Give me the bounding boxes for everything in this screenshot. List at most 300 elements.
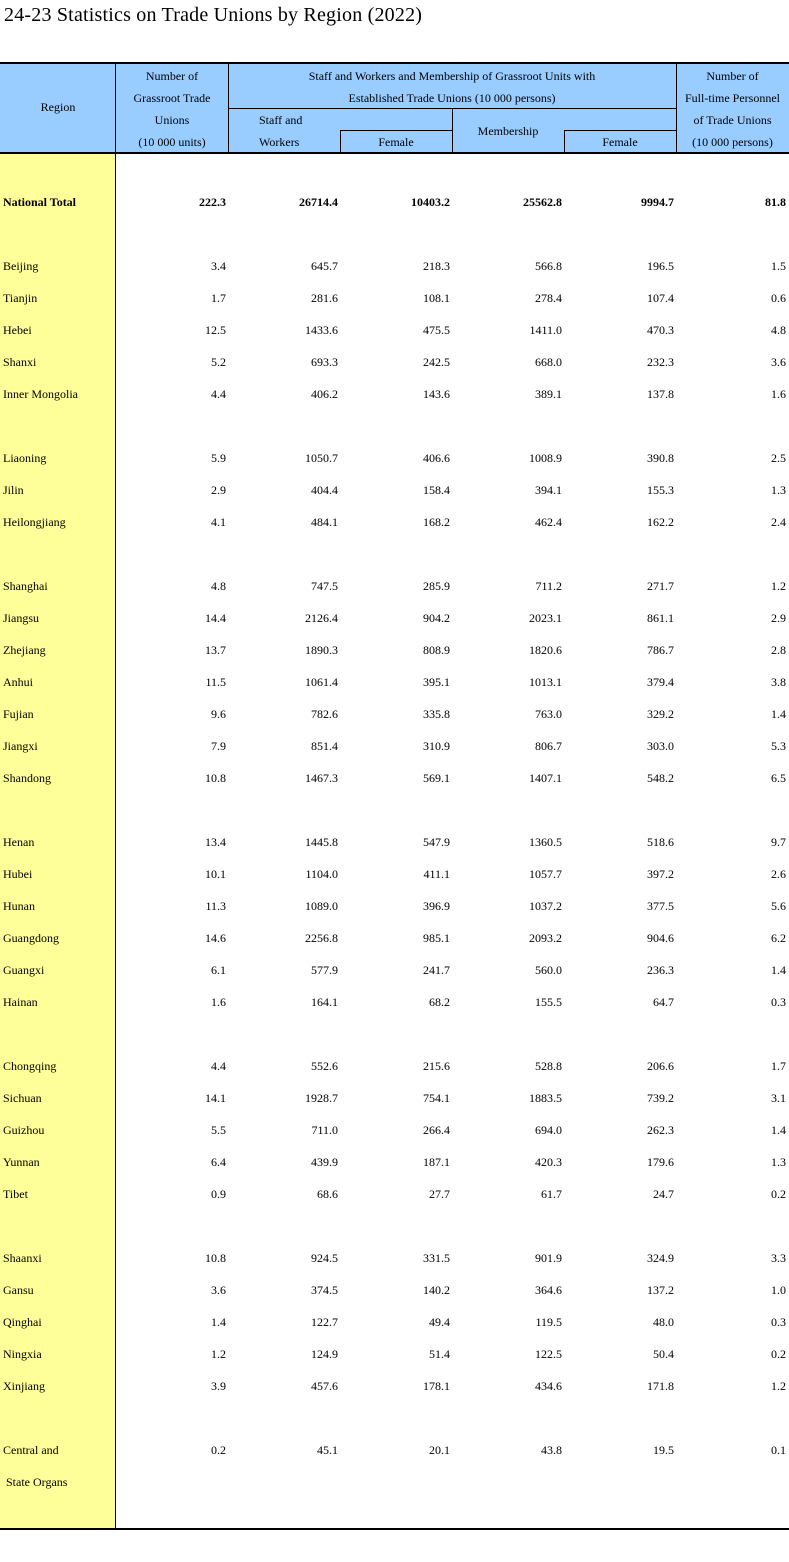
value-unions: 6.4 xyxy=(211,1155,226,1169)
value-fulltime-personnel: 2.6 xyxy=(771,867,786,881)
value-fulltime-personnel: 1.2 xyxy=(771,1379,786,1393)
table-row xyxy=(0,602,789,634)
region-name: Hainan xyxy=(3,995,38,1009)
value-membership-female: 786.7 xyxy=(647,643,674,657)
value-unions: 13.7 xyxy=(205,643,226,657)
rule-header-bottom xyxy=(0,152,789,154)
value-staff-workers: 851.4 xyxy=(311,739,338,753)
value-staff-workers: 693.3 xyxy=(311,355,338,369)
region-name: Ningxia xyxy=(3,1347,42,1361)
value-staff-workers: 1890.3 xyxy=(305,643,338,657)
table-row xyxy=(0,474,789,506)
value-fulltime-personnel: 9.7 xyxy=(771,835,786,849)
value-fulltime-personnel: 1.4 xyxy=(771,1123,786,1137)
value-fulltime-personnel: 0.2 xyxy=(771,1187,786,1201)
value-membership: 694.0 xyxy=(535,1123,562,1137)
rule-top xyxy=(0,62,789,64)
value-fulltime-personnel: 5.3 xyxy=(771,739,786,753)
value-staff-female: 475.5 xyxy=(423,323,450,337)
value-staff-workers: 711.0 xyxy=(311,1123,338,1137)
value-membership: 2093.2 xyxy=(529,931,562,945)
region-name: Zhejiang xyxy=(3,643,46,657)
value-staff-workers: 2126.4 xyxy=(305,611,338,625)
value-unions: 5.5 xyxy=(211,1123,226,1137)
value-membership: 1037.2 xyxy=(529,899,562,913)
value-staff-female: 140.2 xyxy=(423,1283,450,1297)
rule-col4 xyxy=(564,130,565,153)
header-col6-line3: of Trade Unions xyxy=(693,113,772,127)
table-row xyxy=(0,250,789,282)
table-row xyxy=(0,1114,789,1146)
value-membership: 278.4 xyxy=(535,291,562,305)
value-membership: 1360.5 xyxy=(529,835,562,849)
table-row-national-total xyxy=(0,186,789,218)
value-unions: 0.9 xyxy=(211,1187,226,1201)
value-fulltime-personnel: 1.6 xyxy=(771,387,786,401)
value-fulltime-personnel: 1.3 xyxy=(771,1155,786,1169)
region-name: Anhui xyxy=(3,675,33,689)
table-row xyxy=(0,506,789,538)
table-row xyxy=(0,858,789,890)
value-staff-female: 266.4 xyxy=(423,1123,450,1137)
value-staff-workers xyxy=(228,1466,338,1498)
value-unions: 1.2 xyxy=(211,1347,226,1361)
table-row xyxy=(0,282,789,314)
region-name: Sichuan xyxy=(3,1091,42,1105)
region-name: Jiangxi xyxy=(3,739,38,753)
value-membership: 1057.7 xyxy=(529,867,562,881)
value-staff-female: 808.9 xyxy=(423,643,450,657)
value-membership-female: 137.2 xyxy=(647,1283,674,1297)
value-membership-female: 390.8 xyxy=(647,451,674,465)
value-staff-female: 168.2 xyxy=(423,515,450,529)
table-row xyxy=(0,634,789,666)
value-staff-female: 754.1 xyxy=(423,1091,450,1105)
value-staff-workers: 68.6 xyxy=(317,1187,338,1201)
value-fulltime-personnel: 2.4 xyxy=(771,515,786,529)
value-staff-female: 187.1 xyxy=(423,1155,450,1169)
value-staff-female: 396.9 xyxy=(423,899,450,913)
header-female-2: Female xyxy=(602,135,638,149)
value-membership-female: 324.9 xyxy=(647,1251,674,1265)
value-membership-female: 107.4 xyxy=(647,291,674,305)
value-unions: 10.8 xyxy=(205,1251,226,1265)
value-staff-female: 20.1 xyxy=(429,1443,450,1457)
value-membership-female: 397.2 xyxy=(647,867,674,881)
table-row xyxy=(0,762,789,794)
region-name: State Organs xyxy=(3,1475,68,1489)
value-membership: 394.1 xyxy=(535,483,562,497)
table-row xyxy=(0,954,789,986)
value-fulltime-personnel: 4.8 xyxy=(771,323,786,337)
value-staff-female: 335.8 xyxy=(423,707,450,721)
header-membership: Membership xyxy=(477,124,539,138)
value-staff-female: 310.9 xyxy=(423,739,450,753)
value-membership-female: 518.6 xyxy=(647,835,674,849)
value-unions: 4.1 xyxy=(211,515,226,529)
value-unions: 4.4 xyxy=(211,387,226,401)
value-staff-workers: 281.6 xyxy=(311,291,338,305)
value-staff-female: 285.9 xyxy=(423,579,450,593)
table-row xyxy=(0,986,789,1018)
value-membership-female: 19.5 xyxy=(653,1443,674,1457)
value-membership: 566.8 xyxy=(535,259,562,273)
region-name: Hubei xyxy=(3,867,33,881)
value-membership-female: 206.6 xyxy=(647,1059,674,1073)
value-fulltime-personnel: 1.7 xyxy=(771,1059,786,1073)
page-title: 24-23 Statistics on Trade Unions by Region (2022) xyxy=(4,4,423,26)
value-membership-female: 48.0 xyxy=(653,1315,674,1329)
value-staff-workers: 45.1 xyxy=(317,1443,338,1457)
value-unions: 7.9 xyxy=(211,739,226,753)
value-unions: 222.3 xyxy=(199,195,226,209)
header-col1-line4: (10 000 units) xyxy=(138,135,206,149)
value-staff-female: 547.9 xyxy=(423,835,450,849)
value-unions: 1.4 xyxy=(211,1315,226,1329)
value-membership: 155.5 xyxy=(535,995,562,1009)
value-membership-female: 236.3 xyxy=(647,963,674,977)
rule-bottom xyxy=(0,1528,789,1530)
value-membership: 1883.5 xyxy=(529,1091,562,1105)
value-staff-workers: 645.7 xyxy=(311,259,338,273)
header-col6-line4: (10 000 persons) xyxy=(692,135,773,149)
region-name: Jiangsu xyxy=(3,611,39,625)
region-name: Shaanxi xyxy=(3,1251,42,1265)
rule-col2 xyxy=(340,130,341,153)
value-membership-female: 232.3 xyxy=(647,355,674,369)
value-unions: 5.2 xyxy=(211,355,226,369)
region-name: Beijing xyxy=(3,259,39,273)
header-col6-line2: Full-time Personnel xyxy=(685,91,780,105)
value-staff-female: 985.1 xyxy=(423,931,450,945)
value-staff-female: 218.3 xyxy=(423,259,450,273)
value-fulltime-personnel: 1.0 xyxy=(771,1283,786,1297)
region-name: Heilongjiang xyxy=(3,515,66,529)
trade-union-table xyxy=(0,62,789,1530)
value-membership: 763.0 xyxy=(535,707,562,721)
value-membership-female: 739.2 xyxy=(647,1091,674,1105)
value-fulltime-personnel: 1.2 xyxy=(771,579,786,593)
value-staff-workers: 1467.3 xyxy=(305,771,338,785)
value-staff-female: 395.1 xyxy=(423,675,450,689)
value-membership xyxy=(452,1466,562,1498)
value-membership: 1013.1 xyxy=(529,675,562,689)
value-fulltime-personnel: 3.1 xyxy=(771,1091,786,1105)
table-row xyxy=(0,1178,789,1210)
value-staff-workers: 484.1 xyxy=(311,515,338,529)
value-unions: 0.2 xyxy=(211,1443,226,1457)
value-staff-workers: 2256.8 xyxy=(305,931,338,945)
region-name: Hunan xyxy=(3,899,35,913)
table-row xyxy=(0,698,789,730)
value-membership: 901.9 xyxy=(535,1251,562,1265)
header-col1-line1: Number of xyxy=(145,69,199,83)
table-row xyxy=(0,922,789,954)
region-name: Chongqing xyxy=(3,1059,57,1073)
table-row xyxy=(0,346,789,378)
value-unions: 11.5 xyxy=(205,675,226,689)
region-name: Qinghai xyxy=(3,1315,42,1329)
value-unions: 11.3 xyxy=(205,899,226,913)
rule-female-1 xyxy=(340,130,452,131)
value-unions xyxy=(116,1466,226,1498)
region-name: Guangdong xyxy=(3,931,59,945)
table-row xyxy=(0,1146,789,1178)
value-membership: 1008.9 xyxy=(529,451,562,465)
value-staff-female: 241.7 xyxy=(423,963,450,977)
value-staff-female: 51.4 xyxy=(429,1347,450,1361)
value-membership: 420.3 xyxy=(535,1155,562,1169)
value-staff-female: 68.2 xyxy=(429,995,450,1009)
region-name: Fujian xyxy=(3,707,34,721)
value-unions: 4.4 xyxy=(211,1059,226,1073)
value-staff-workers: 1445.8 xyxy=(305,835,338,849)
region-name: Central and xyxy=(3,1443,59,1457)
value-membership: 119.5 xyxy=(535,1315,562,1329)
header-staff-line2: Workers xyxy=(259,135,300,149)
value-staff-workers: 457.6 xyxy=(311,1379,338,1393)
value-membership: 1820.6 xyxy=(529,643,562,657)
value-unions: 1.6 xyxy=(211,995,226,1009)
value-membership: 122.5 xyxy=(535,1347,562,1361)
value-unions: 14.1 xyxy=(205,1091,226,1105)
region-name: Guizhou xyxy=(3,1123,45,1137)
value-membership-female: 64.7 xyxy=(653,995,674,1009)
value-fulltime-personnel: 0.6 xyxy=(771,291,786,305)
table-row xyxy=(0,442,789,474)
value-fulltime-personnel: 1.4 xyxy=(771,707,786,721)
value-staff-workers: 1104.0 xyxy=(305,867,338,881)
region-name: Shanghai xyxy=(3,579,48,593)
table-row xyxy=(0,1242,789,1274)
value-unions: 9.6 xyxy=(211,707,226,721)
region-name: National Total xyxy=(3,195,77,209)
region-name: Liaoning xyxy=(3,451,47,465)
header-group-line1: Staff and Workers and Membership of Grassroot Units with xyxy=(308,69,596,83)
value-fulltime-personnel: 1.4 xyxy=(771,963,786,977)
table-row xyxy=(0,1274,789,1306)
value-membership-female: 470.3 xyxy=(647,323,674,337)
value-fulltime-personnel: 0.2 xyxy=(771,1347,786,1361)
value-membership-female: 329.2 xyxy=(647,707,674,721)
rule-female-2 xyxy=(564,130,676,131)
value-fulltime-personnel: 0.1 xyxy=(771,1443,786,1457)
header-col1-line2: Grassroot Trade xyxy=(133,91,211,105)
value-staff-workers: 1050.7 xyxy=(305,451,338,465)
value-staff-female: 406.6 xyxy=(423,451,450,465)
table-row xyxy=(0,1370,789,1402)
value-staff-female: 569.1 xyxy=(423,771,450,785)
value-staff-female: 108.1 xyxy=(423,291,450,305)
value-fulltime-personnel: 1.5 xyxy=(771,259,786,273)
region-name: Tibet xyxy=(3,1187,28,1201)
value-membership: 711.2 xyxy=(535,579,562,593)
value-membership: 1411.0 xyxy=(529,323,562,337)
rule-col3 xyxy=(452,108,453,153)
value-fulltime-personnel: 0.3 xyxy=(771,995,786,1009)
header-female-1: Female xyxy=(378,135,414,149)
header-col6-line1: Number of xyxy=(706,69,759,83)
value-fulltime-personnel xyxy=(676,1466,786,1498)
value-fulltime-personnel: 81.8 xyxy=(765,195,786,209)
table-row xyxy=(0,1466,789,1498)
value-membership-female: 9994.7 xyxy=(641,195,674,209)
region-name: Shandong xyxy=(3,771,51,785)
value-membership-female: 303.0 xyxy=(647,739,674,753)
value-staff-female xyxy=(340,1466,450,1498)
value-fulltime-personnel: 3.8 xyxy=(771,675,786,689)
value-unions: 3.6 xyxy=(211,1283,226,1297)
region-name: Jilin xyxy=(3,483,24,497)
rule-col1 xyxy=(228,62,229,153)
value-staff-workers: 577.9 xyxy=(311,963,338,977)
value-staff-workers: 782.6 xyxy=(311,707,338,721)
value-unions: 10.8 xyxy=(205,771,226,785)
value-membership: 528.8 xyxy=(535,1059,562,1073)
value-membership-female: 196.5 xyxy=(647,259,674,273)
value-unions: 2.9 xyxy=(211,483,226,497)
value-membership: 806.7 xyxy=(535,739,562,753)
value-fulltime-personnel: 2.9 xyxy=(771,611,786,625)
value-staff-workers: 406.2 xyxy=(311,387,338,401)
value-membership-female: 271.7 xyxy=(647,579,674,593)
value-membership-female: 155.3 xyxy=(647,483,674,497)
value-fulltime-personnel: 5.6 xyxy=(771,899,786,913)
region-name: Guangxi xyxy=(3,963,45,977)
value-unions: 3.9 xyxy=(211,1379,226,1393)
value-staff-female: 411.1 xyxy=(423,867,450,881)
value-staff-female: 242.5 xyxy=(423,355,450,369)
value-membership: 434.6 xyxy=(535,1379,562,1393)
value-staff-female: 331.5 xyxy=(423,1251,450,1265)
value-staff-workers: 404.4 xyxy=(311,483,338,497)
value-membership-female: 50.4 xyxy=(653,1347,674,1361)
table-row xyxy=(0,570,789,602)
table-row xyxy=(0,314,789,346)
table-row xyxy=(0,1338,789,1370)
value-unions: 4.8 xyxy=(211,579,226,593)
value-staff-workers: 1433.6 xyxy=(305,323,338,337)
value-unions: 14.4 xyxy=(205,611,226,625)
table-row xyxy=(0,1434,789,1466)
value-staff-female: 10403.2 xyxy=(411,195,450,209)
value-staff-female: 143.6 xyxy=(423,387,450,401)
value-membership: 61.7 xyxy=(541,1187,562,1201)
value-staff-workers: 1928.7 xyxy=(305,1091,338,1105)
value-membership: 364.6 xyxy=(535,1283,562,1297)
value-membership-female: 262.3 xyxy=(647,1123,674,1137)
value-membership: 1407.1 xyxy=(529,771,562,785)
region-name: Inner Mongolia xyxy=(3,387,78,401)
region-name: Henan xyxy=(3,835,35,849)
value-membership-female xyxy=(564,1466,674,1498)
value-fulltime-personnel: 3.6 xyxy=(771,355,786,369)
value-staff-workers: 122.7 xyxy=(311,1315,338,1329)
value-staff-workers: 26714.4 xyxy=(299,195,338,209)
value-staff-workers: 552.6 xyxy=(311,1059,338,1073)
value-staff-workers: 747.5 xyxy=(311,579,338,593)
value-staff-female: 904.2 xyxy=(423,611,450,625)
value-unions: 6.1 xyxy=(211,963,226,977)
value-membership-female: 171.8 xyxy=(647,1379,674,1393)
value-membership-female: 24.7 xyxy=(653,1187,674,1201)
value-staff-workers: 164.1 xyxy=(311,995,338,1009)
value-unions: 5.9 xyxy=(211,451,226,465)
value-staff-workers: 439.9 xyxy=(311,1155,338,1169)
value-staff-workers: 374.5 xyxy=(311,1283,338,1297)
table-row xyxy=(0,890,789,922)
value-unions: 12.5 xyxy=(205,323,226,337)
value-staff-female: 178.1 xyxy=(423,1379,450,1393)
table-row xyxy=(0,378,789,410)
value-membership-female: 137.8 xyxy=(647,387,674,401)
value-unions: 3.4 xyxy=(211,259,226,273)
value-staff-workers: 124.9 xyxy=(311,1347,338,1361)
value-membership: 389.1 xyxy=(535,387,562,401)
value-fulltime-personnel: 2.8 xyxy=(771,643,786,657)
header-staff-line1: Staff and xyxy=(259,113,303,127)
value-staff-female: 49.4 xyxy=(429,1315,450,1329)
value-membership-female: 179.6 xyxy=(647,1155,674,1169)
region-name: Tianjin xyxy=(3,291,38,305)
value-fulltime-personnel: 3.3 xyxy=(771,1251,786,1265)
table-row xyxy=(0,1306,789,1338)
header-region: Region xyxy=(40,100,76,114)
value-membership: 462.4 xyxy=(535,515,562,529)
value-unions: 13.4 xyxy=(205,835,226,849)
region-name: Shanxi xyxy=(3,355,37,369)
value-membership: 43.8 xyxy=(541,1443,562,1457)
value-unions: 1.7 xyxy=(211,291,226,305)
value-fulltime-personnel: 2.5 xyxy=(771,451,786,465)
region-name: Gansu xyxy=(3,1283,34,1297)
value-membership: 25562.8 xyxy=(523,195,562,209)
header-col1-line3: Unions xyxy=(154,113,190,127)
region-name: Yunnan xyxy=(3,1155,40,1169)
header-group-line2: Established Trade Unions (10 000 persons) xyxy=(348,91,556,105)
value-membership-female: 861.1 xyxy=(647,611,674,625)
table-row xyxy=(0,826,789,858)
value-staff-workers: 1089.0 xyxy=(305,899,338,913)
rule-col5 xyxy=(676,62,677,153)
region-name: Hebei xyxy=(3,323,32,337)
value-unions: 10.1 xyxy=(205,867,226,881)
table-row xyxy=(0,730,789,762)
value-fulltime-personnel: 1.3 xyxy=(771,483,786,497)
value-staff-workers: 1061.4 xyxy=(305,675,338,689)
region-name: Xinjiang xyxy=(3,1379,45,1393)
value-membership-female: 377.5 xyxy=(647,899,674,913)
value-fulltime-personnel: 6.2 xyxy=(771,931,786,945)
value-staff-female: 215.6 xyxy=(423,1059,450,1073)
table-row xyxy=(0,1050,789,1082)
value-fulltime-personnel: 0.3 xyxy=(771,1315,786,1329)
value-staff-female: 27.7 xyxy=(429,1187,450,1201)
value-unions: 14.6 xyxy=(205,931,226,945)
value-membership: 2023.1 xyxy=(529,611,562,625)
value-membership-female: 904.6 xyxy=(647,931,674,945)
value-membership-female: 548.2 xyxy=(647,771,674,785)
table-row xyxy=(0,1082,789,1114)
value-membership: 560.0 xyxy=(535,963,562,977)
value-fulltime-personnel: 6.5 xyxy=(771,771,786,785)
value-membership-female: 379.4 xyxy=(647,675,674,689)
value-staff-workers: 924.5 xyxy=(311,1251,338,1265)
value-membership-female: 162.2 xyxy=(647,515,674,529)
table-row xyxy=(0,666,789,698)
value-staff-female: 158.4 xyxy=(423,483,450,497)
value-membership: 668.0 xyxy=(535,355,562,369)
